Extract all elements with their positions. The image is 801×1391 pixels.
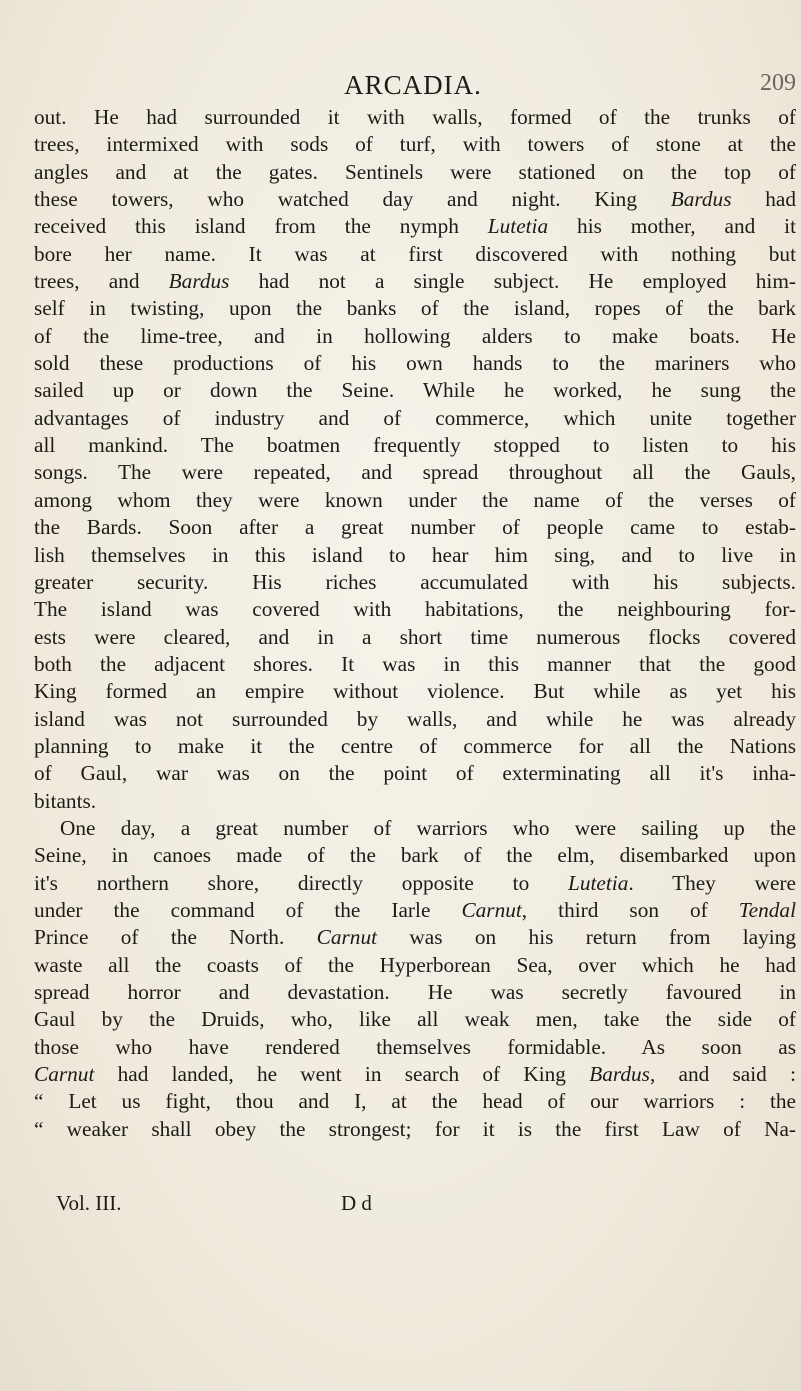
text-span: bore her name. It was at first discovered with nothing but [34,241,796,266]
text-span: these towers, who watched day and night. King [34,187,671,212]
text-line [34,952,796,979]
text-line [34,186,796,213]
text-line [34,596,796,623]
text-line [34,815,796,842]
text-line [34,1034,796,1061]
text-line [34,432,796,459]
text-span: those who have rendered themselves formidable. As soon as [34,1034,796,1059]
page-footer [56,1191,796,1221]
text-span: Seine, in canoes made of the bark of the elm, disembarked upon [34,843,796,868]
text-line [34,159,796,186]
text-line [34,514,796,541]
text-line [34,1116,796,1143]
text-line [34,897,796,924]
text-span: his mother, and it [548,214,796,239]
italic-word: Carnut [34,1062,95,1087]
text-span: trees, intermixed with sods of turf, with towers of stone at the [34,132,796,157]
text-line [34,131,796,158]
text-line [34,377,796,404]
text-span: both the adjacent shores. It was in this manner that the good [34,651,796,676]
text-span: spread horror and devastation. He was secretly favoured in [34,980,796,1004]
text-span: “ weaker shall obey the strongest; for it is the first Law of Na- [34,1116,796,1141]
text-span: out. He had surrounded it with walls, formed of the trunks of [34,105,796,129]
running-title: ARCADIA. [344,70,482,100]
italic-word: Tendal [738,897,796,922]
italic-word: Lutetia [568,870,629,895]
text-span: planning to make it the centre of commerce for all the Nations [34,733,796,758]
italic-word: Carnut [316,925,378,950]
text-span: Gaul by the Druids, who, like all weak men, take the side of [34,1007,796,1032]
text-line [34,323,796,350]
text-span: The island was covered with habitations, the neighbouring for- [34,597,796,622]
italic-word: Bardus [168,269,230,294]
text-line [34,624,796,651]
text-line [34,788,796,815]
text-line [34,268,796,295]
text-line [34,979,796,1006]
text-span: all mankind. The boatmen frequently stopped to listen to his [34,433,796,458]
text-span: , and said : [649,1062,796,1087]
text-span: had [731,187,796,212]
text-span: received this island from the nymph [34,214,488,239]
text-line [34,1061,796,1088]
text-span: under the command of the Iarle [34,897,462,922]
text-span: sailed up or down the Seine. While he worked, he sung the [34,378,796,403]
text-span: the Bards. Soon after a great number of people came to estab- [34,515,796,540]
text-span: , third son of [521,897,739,922]
text-span: King formed an empire without violence. But while as yet his [34,679,796,704]
text-line [34,760,796,787]
text-line [34,733,796,760]
text-span: Prince of the North. [34,925,317,950]
text-line [34,706,796,733]
text-line [34,1006,796,1033]
text-line [34,295,796,322]
text-span: bitants. [34,788,97,813]
text-line [34,1088,796,1115]
italic-word: Lutetia [487,214,549,239]
text-span: among whom they were known under the name of the verses of [34,487,796,512]
text-line [34,924,796,951]
text-line [34,487,796,514]
text-line [34,350,796,377]
text-span: angles and at the gates. Sentinels were stationed on the top of [34,159,796,184]
page-number: 209 [760,70,796,96]
text-span: of the lime-tree, and in hollowing alders to make boats. He [34,323,796,348]
text-span: waste all the coasts of the Hyperborean Sea, over which he had [34,952,796,977]
text-line [34,870,796,897]
signature-mark: D d [341,1191,372,1215]
text-span: of Gaul, war was on the point of exterminating all it's inha- [34,761,796,786]
text-span: ests were cleared, and in a short time numerous flocks covered [34,624,796,649]
text-span: lish themselves in this island to hear him sing, and to live in [34,542,796,567]
text-span: . They were [628,870,796,895]
text-span: self in twisting, upon the banks of the island, ropes of the bark [34,296,796,321]
volume-label: Vol. III. [56,1191,122,1215]
text-line [34,241,796,268]
text-span: One day, a great number of warriors who were sailing up the [60,815,796,840]
text-line [34,842,796,869]
text-line [34,405,796,432]
italic-word: Carnut [461,897,522,922]
text-line [34,459,796,486]
text-span: “ Let us fight, thou and I, at the head of our warriors : the [34,1089,796,1114]
text-line [34,678,796,705]
text-span: advantages of industry and of commerce, which unite together [34,405,796,430]
italic-word: Bardus [589,1062,650,1087]
text-span: songs. The were repeated, and spread throughout all the Gauls, [34,460,796,485]
text-span: sold these productions of his own hands to the mariners who [34,351,796,376]
page-header [30,64,796,104]
text-span: trees, and [34,269,169,294]
body-text [34,104,796,1143]
text-span: was on his return from laying [377,925,796,950]
text-span: it's northern shore, directly opposite to [34,870,568,895]
text-line [34,213,796,240]
text-span: had landed, he went in search of King [94,1062,590,1087]
text-line [34,104,796,131]
text-line [34,651,796,678]
italic-word: Bardus [670,187,732,212]
text-line [34,569,796,596]
text-span: island was not surrounded by walls, and while he was already [34,706,796,731]
text-line [34,542,796,569]
text-span: greater security. His riches accumulated with his subjects. [34,569,796,594]
text-span: had not a single subject. He employed him- [229,269,796,294]
